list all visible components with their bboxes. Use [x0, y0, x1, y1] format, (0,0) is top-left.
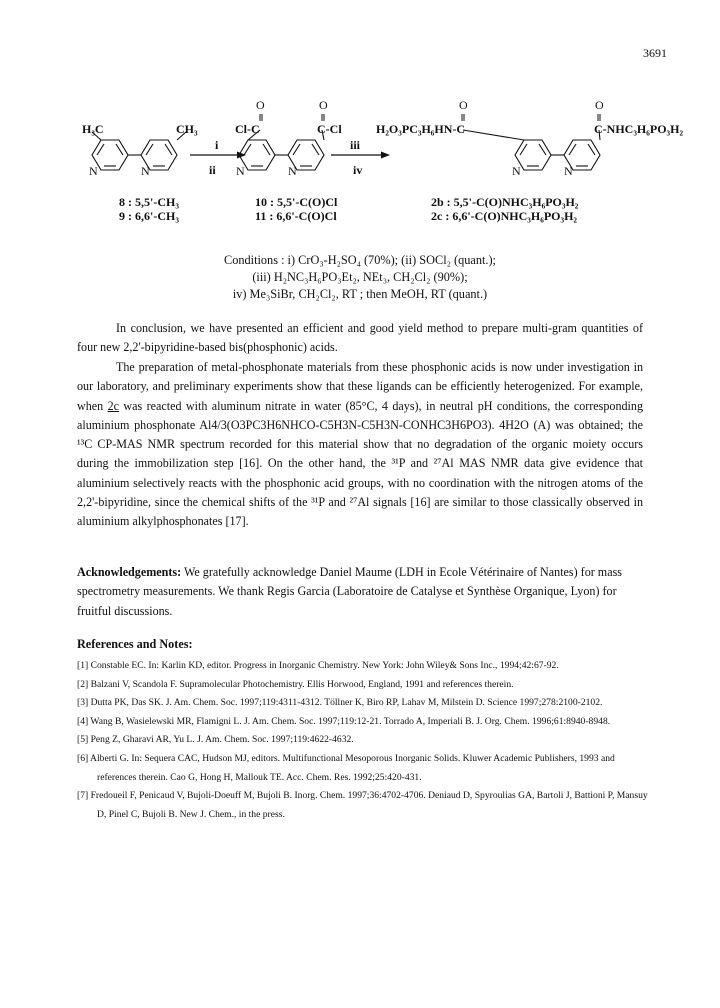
reaction-conditions: [150, 252, 570, 303]
reference-item: [4] Wang B, Wasielewski MR, Flamigni L. J. Am. Chem. Soc. 1997;119:12-21. Torrado A, Imperiali B. J. Org. Chem. 1996;61:8940-8948.: [77, 715, 611, 727]
acid-chloride-right: C-Cl: [317, 122, 342, 136]
compound-9-label: 9 : 6,6'-CH₃: [119, 209, 179, 223]
ring-nitrogen: N: [512, 164, 521, 178]
compound-8-label: 8 : 5,5'-CH₃: [119, 195, 179, 209]
carbonyl-oxygen-amide-right: O: [595, 98, 604, 112]
ring-nitrogen: N: [288, 164, 297, 178]
ring-nitrogen: N: [141, 164, 150, 178]
acid-chloride-left: Cl-C: [235, 122, 260, 136]
acknowledgements-text: We gratefully acknowledge Daniel Maume (LDH in Ecole Vétérinaire of Nantes) for mass spectrometry measurements. We thank Regis Garcia (Laboratoire de Catalyse et Synthèse Organique, Lyon) for fruitful discussions.: [77, 565, 622, 618]
step-iv-label: iv: [353, 163, 363, 177]
reference-item: [2] Balzani V, Scandola F. Supramolecular Photochemistry. Ellis Horwood, England, 1991 and references therein.: [77, 678, 514, 690]
conclusion-paragraph: [77, 319, 643, 358]
amide-left: H₂O₃PC₃H₆HN-C: [376, 122, 466, 136]
compound-2c-reference: 2c: [107, 398, 120, 413]
ring-nitrogen: N: [89, 164, 98, 178]
conditions-line-1: Conditions : i) CrO₃-H₂SO₄ (70%); (ii) SOCl₂ (quant.);: [224, 253, 496, 267]
reference-item: [6] Alberti G. In: Sequera CAC, Hudson MJ, editors. Multifunctional Mesoporous Inorganic Solids. Kluwer Academic Publishers, 1993 and references therein. Cao G, Hong H, Mallouk TE. Acc. Chem. Res. 1992;25:420-431.: [77, 752, 615, 783]
references-list: [77, 657, 652, 824]
amide-right: C-NHC₃H₆PO₃H₂: [594, 122, 684, 136]
ring-nitrogen: N: [564, 164, 573, 178]
conclusion-text: In conclusion, we have presented an efficient and good yield method to prepare multi-gram quantities of four new 2,2'-bipyridine-based bis(phosphonic) acids.: [77, 321, 643, 355]
compound-10-label: 10 : 5,5'-C(O)Cl: [255, 195, 338, 209]
results-text-part-2: was reacted with aluminum nitrate in water (85°C, 4 days), in neutral pH conditions, the corresponding aluminium phosphonate Al4/3(O3PC3H6NHCO-C5H3N-C5H3N-CONHC3H6PO3). 4H2O (A) was obtained; the ¹³C CP-MAS NMR spectrum recorded for this material show that no degradation of the organic moiety occurs during the immobilization step [16]. On the other hand, the ³¹P and ²⁷Al MAS NMR data give evidence that aluminium selectively reacts with the phosphonic acid groups, with no coordination with the nitrogen atoms of the 2,2'-bipyridine, since the chemical shifts of the ³¹P and ²⁷Al signals [16] are similar to those classically observed in aluminium alkylphosphonates [17].: [77, 398, 644, 529]
step-iii-label: iii: [350, 138, 361, 152]
page-number: 3691: [643, 46, 667, 60]
reference-item: [7] Fredoueil F, Penicaud V, Bujoli-Doeuff M, Bujoli B. Inorg. Chem. 1997;36:4702-4706. Deniaud D, Spyroulias GA, Bartoli J, Battioni P, Mansuy D, Pinel C, Bujoli B. New J. Chem., in the press.: [77, 790, 648, 820]
carbonyl-oxygen-left: O: [256, 98, 265, 112]
acknowledgements: [77, 563, 643, 621]
ring-nitrogen: N: [236, 164, 245, 178]
reference-item: [1] Constable EC. In: Karlin KD, editor. Progress in Inorganic Chemistry. New York: John Wiley& Sons Inc., 1994;42:67-92.: [77, 660, 559, 671]
reference-item: [3] Dutta PK, Das SK. J. Am. Chem. Soc. 1997;119:4311-4312. Töllner K, Biro RP, Lahav M, Milstein D. Science 1997;278:2100-2102.: [77, 697, 603, 709]
step-ii-label: ii: [209, 163, 216, 177]
carbonyl-oxygen-amide-left: O: [459, 98, 468, 112]
results-text-part-1: The preparation of metal-phosphonate materials from these phosphonic acids is now under investigation in our laboratory, and preliminary experiments show that these ligands can be efficiently heterogenized. For example, when: [77, 360, 643, 413]
methyl-left: H₃C: [82, 122, 104, 136]
acknowledgements-heading: Acknowledgements:: [77, 565, 182, 579]
compound-11-label: 11 : 6,6'-C(O)Cl: [255, 209, 337, 223]
reference-item: [5] Peng Z, Gharavi AR, Yu L. J. Am. Chem. Soc. 1997;119:4622-4632.: [77, 734, 354, 746]
results-text: [77, 358, 643, 532]
methyl-right: CH₃: [176, 122, 198, 136]
compound-2c-label: 2c : 6,6'-C(O)NHC₃H₆PO₃H₂: [431, 209, 578, 223]
references-heading: References and Notes:: [77, 637, 193, 651]
results-paragraph: [77, 358, 643, 532]
conditions-line-2: (iii) H₂NC₃H₆PO₃Et₂, NEt₃, CH₂Cl₂ (90%);: [252, 270, 468, 284]
conditions-line-3: iv) Me₃SiBr, CH₂Cl₂, RT ; then MeOH, RT (quant.): [232, 287, 488, 301]
compound-2b-label: 2b : 5,5'-C(O)NHC₃H₆PO₃H₂: [431, 195, 579, 209]
carbonyl-oxygen-right: O: [319, 98, 328, 112]
step-i-label: i: [215, 138, 219, 152]
reaction-scheme: [80, 92, 684, 223]
